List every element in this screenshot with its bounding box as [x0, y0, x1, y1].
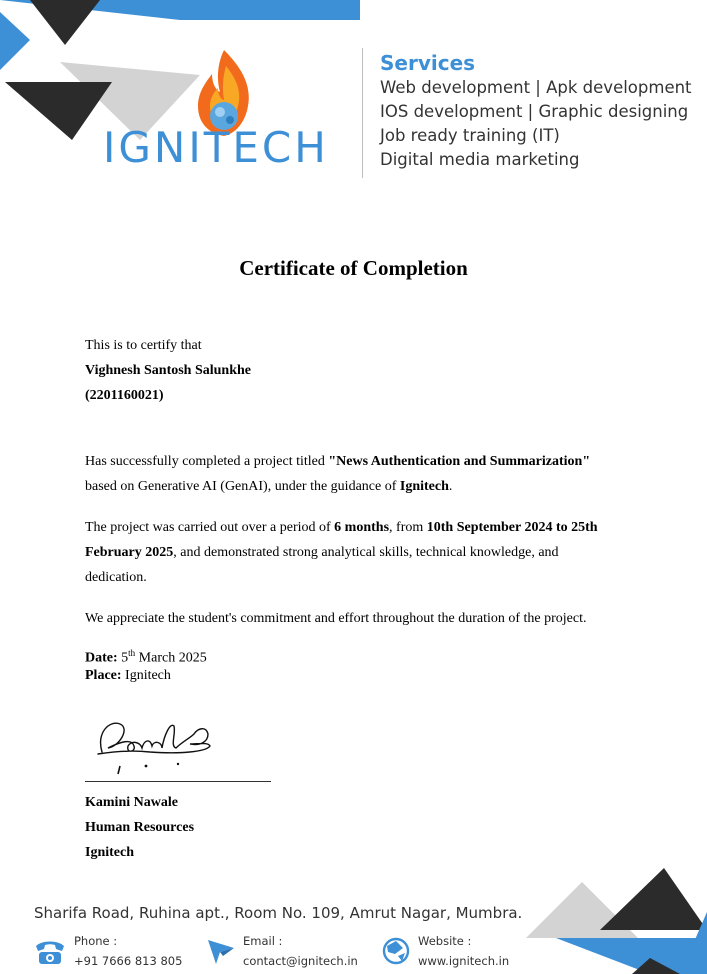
service-item: Web development | Apk development	[380, 78, 692, 97]
phone-number: +91 7666 813 805	[74, 954, 183, 968]
phone-label: Phone :	[74, 934, 118, 948]
signatory-block	[85, 790, 194, 865]
email-address[interactable]: contact@ignitech.in	[243, 954, 358, 968]
appreciation-paragraph: We appreciate the student's commitment and effort throughout the duration of the project.	[85, 611, 587, 626]
footer-decoration	[520, 862, 707, 974]
certificate-body	[85, 333, 645, 684]
signature-line	[85, 781, 271, 782]
certificate-title: Certificate of Completion	[239, 256, 468, 280]
phone-icon	[34, 938, 66, 966]
signatory-name: Kamini Nawale	[85, 795, 178, 810]
signatory-org: Ignitech	[85, 845, 134, 860]
website-url[interactable]: www.ignitech.in	[418, 954, 510, 968]
services-block	[380, 50, 692, 172]
intro-text: This is to certify that	[85, 338, 202, 353]
website-label: Website :	[418, 934, 472, 948]
brand-name: IGNITECH	[103, 123, 329, 172]
completion-paragraph: Has successfully completed a project titled "News Authentication and Summarization" based on Generative AI (GenAI), under the guidance of Ignitech.	[85, 454, 591, 494]
signature-image	[90, 712, 220, 782]
student-id: (2201160021)	[85, 388, 164, 403]
student-name: Vighnesh Santosh Salunkhe	[85, 363, 252, 378]
send-icon	[206, 936, 236, 966]
footer-address: Sharifa Road, Ruhina apt., Room No. 109, Amrut Nagar, Mumbra.	[34, 904, 523, 922]
globe-icon	[382, 937, 410, 965]
header-divider	[362, 48, 363, 178]
project-title: "News Authentication and Summarization"	[328, 454, 591, 469]
place-line: Place: Ignitech	[85, 667, 171, 683]
duration-paragraph: The project was carried out over a period of 6 months, from 10th September 2024 to 25th February 2025, and demonstrated strong analytical skills, technical knowledge, and dedication.	[85, 520, 598, 585]
service-item: Job ready training (IT)	[380, 126, 560, 145]
date-line: Date: 5th March 2025	[85, 648, 207, 666]
service-item: IOS development | Graphic designing	[380, 102, 689, 121]
signatory-role: Human Resources	[85, 820, 195, 835]
email-label: Email :	[243, 934, 283, 948]
service-item: Digital media marketing	[380, 150, 580, 169]
services-title: Services	[380, 51, 476, 75]
